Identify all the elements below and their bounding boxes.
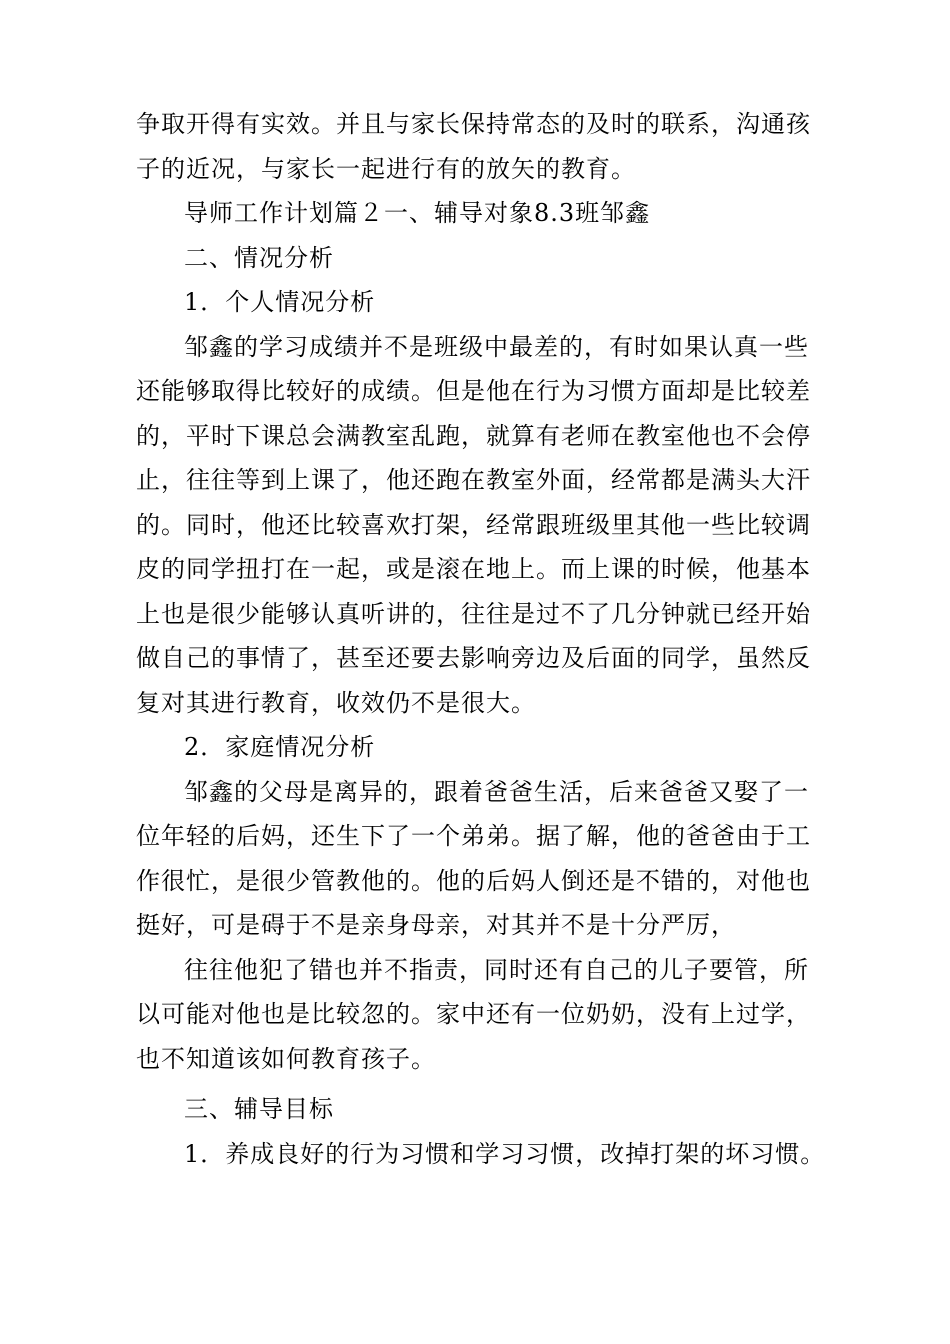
document-body: [136, 102, 836, 1176]
text-line: 争取开得有实效。并且与家长保持常态的及时的联系，沟通孩: [136, 110, 811, 138]
paragraph-start: 邹鑫的学习成绩并不是班级中最差的，有时如果认真一些: [184, 332, 809, 361]
subsection-heading: 1．个人情况分析: [184, 288, 376, 316]
subsection-heading: 2．家庭情况分析: [184, 733, 376, 761]
text-line: 作很忙，是很少管教他的。他的后妈人倒还是不错的，对他也: [136, 866, 811, 895]
text-line: 位年轻的后妈，还生下了一个弟弟。据了解，他的爸爸由于工: [136, 822, 811, 850]
text-line: 以可能对他也是比较忽的。家中还有一位奶奶，没有上过学，: [136, 1000, 811, 1028]
section-heading: 三、辅导目标: [184, 1095, 334, 1123]
text-line: 复对其进行教育，收效仍不是很大。: [136, 688, 536, 717]
text-line: 止，往往等到上课了，他还跑在教室外面，经常都是满头大汗: [136, 466, 811, 494]
text-line: 也不知道该如何教育孩子。: [136, 1044, 436, 1073]
text-line: 皮的同学扭打在一起，或是滚在地上。而上课的时候，他基本: [136, 555, 811, 583]
text-line: 的，平时下课总会满教室乱跑，就算有老师在教室他也不会停: [136, 421, 811, 450]
paragraph-start: 往往他犯了错也并不指责，同时还有自己的儿子要管，所: [184, 955, 809, 984]
text-line: 挺好，可是碍于不是亲身母亲，对其并不是十分严厉，: [136, 911, 736, 939]
text-line: 还能够取得比较好的成绩。但是他在行为习惯方面却是比较差: [136, 377, 811, 405]
text-line: 的。同时，他还比较喜欢打架，经常跟班级里其他一些比较调: [136, 510, 811, 539]
text-line: 做自己的事情了，甚至还要去影响旁边及后面的同学，虽然反: [136, 644, 811, 672]
section-heading: 二、情况分析: [184, 243, 334, 272]
paragraph-start: 邹鑫的父母是离异的，跟着爸爸生活，后来爸爸又娶了一: [184, 777, 809, 806]
section-title: 导师工作计划篇２一、辅导对象8.3班邹鑫: [184, 199, 651, 227]
text-line: 上也是很少能够认真听讲的，往往是过不了几分钟就已经开始: [136, 599, 811, 628]
text-line: 子的近况，与家长一起进行有的放矢的教育。: [136, 154, 636, 183]
list-item: 1．养成良好的行为习惯和学习习惯，改掉打架的坏习惯。: [184, 1139, 826, 1168]
